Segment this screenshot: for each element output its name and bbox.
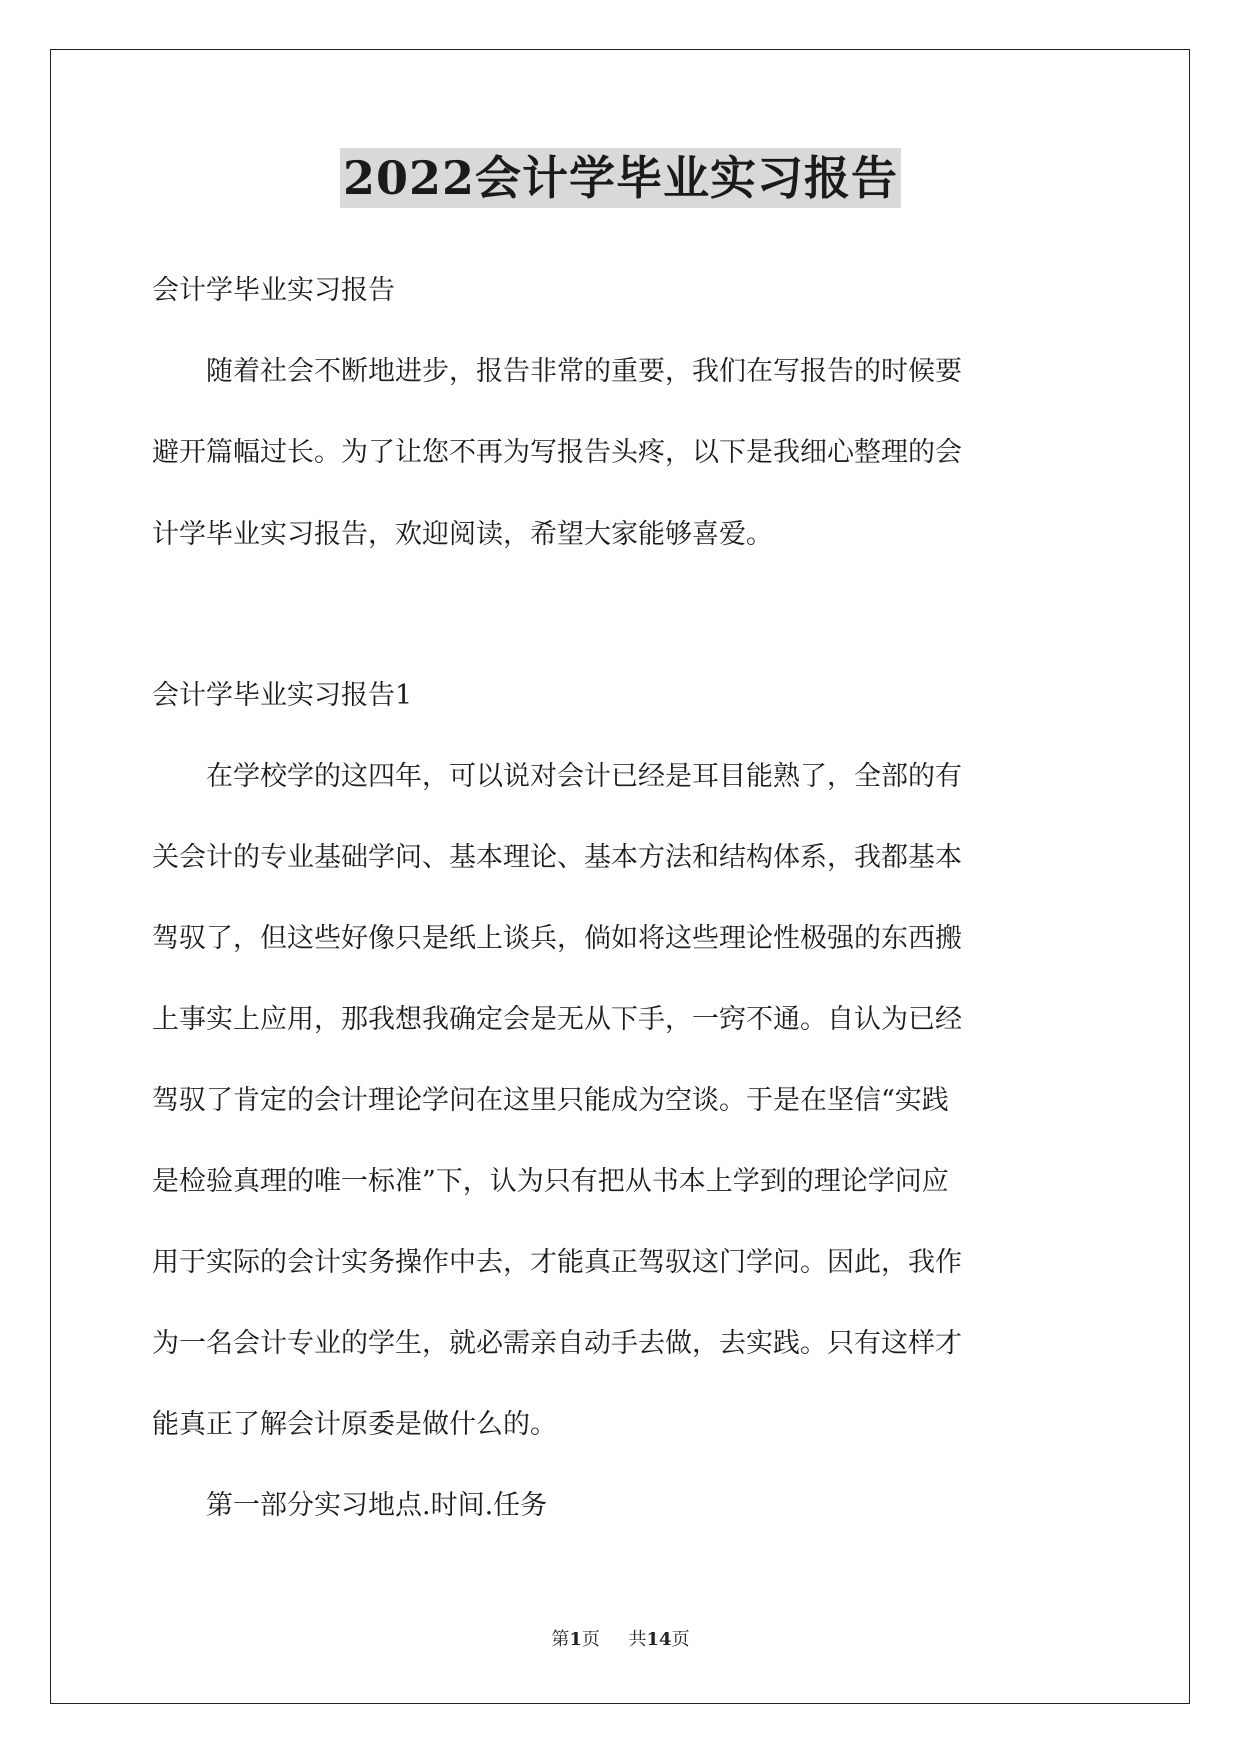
paragraph-line: 上事实上应用，那我想我确定会是无从下手，一窍不通。自认为已经	[152, 1004, 962, 1035]
footer-total-prefix: 共	[628, 1629, 647, 1650]
paragraph-line: 关会计的专业基础学问、基本理论、基本方法和结构体系，我都基本	[152, 842, 962, 873]
paragraph-line: 计学毕业实习报告，欢迎阅读，希望大家能够喜爱。	[152, 519, 773, 550]
footer-total-pages: 14	[646, 1629, 672, 1650]
paragraph-line: 在学校学的这四年，可以说对会计已经是耳目能熟了，全部的有	[152, 761, 962, 792]
footer-total-suffix: 页	[671, 1629, 690, 1650]
paragraph-line: 驾驭了，但这些好像只是纸上谈兵，倘如将这些理论性极强的东西搬	[152, 923, 962, 954]
paragraph-line: 驾驭了肯定的会计理论学问在这里只能成为空谈。于是在坚信“实践	[152, 1085, 949, 1116]
section-heading: 会计学毕业实习报告1	[152, 680, 413, 711]
page-footer	[0, 1625, 1241, 1651]
paragraph-line: 是检验真理的唯一标准”下，认为只有把从书本上学到的理论学问应	[152, 1166, 949, 1197]
footer-page-suffix: 页	[581, 1629, 600, 1650]
paragraph-line: 为一名会计专业的学生，就必需亲自动手去做，去实践。只有这样才	[152, 1328, 962, 1359]
paragraph-line: 随着社会不断地进步，报告非常的重要，我们在写报告的时候要	[152, 356, 962, 387]
subsection-heading: 第一部分实习地点.时间.任务	[152, 1490, 548, 1521]
paragraph-line: 用于实际的会计实务操作中去，才能真正驾驭这门学问。因此，我作	[152, 1247, 962, 1278]
document-title: 2022会计学毕业实习报告	[340, 148, 901, 208]
footer-page-prefix: 第	[551, 1629, 570, 1650]
paragraph-line: 避开篇幅过长。为了让您不再为写报告头疼，以下是我细心整理的会	[152, 437, 962, 468]
footer-page-number: 1	[569, 1629, 582, 1650]
paragraph-line: 能真正了解会计原委是做什么的。	[152, 1409, 557, 1440]
title-container	[0, 148, 1241, 208]
section-heading: 会计学毕业实习报告	[152, 275, 395, 306]
